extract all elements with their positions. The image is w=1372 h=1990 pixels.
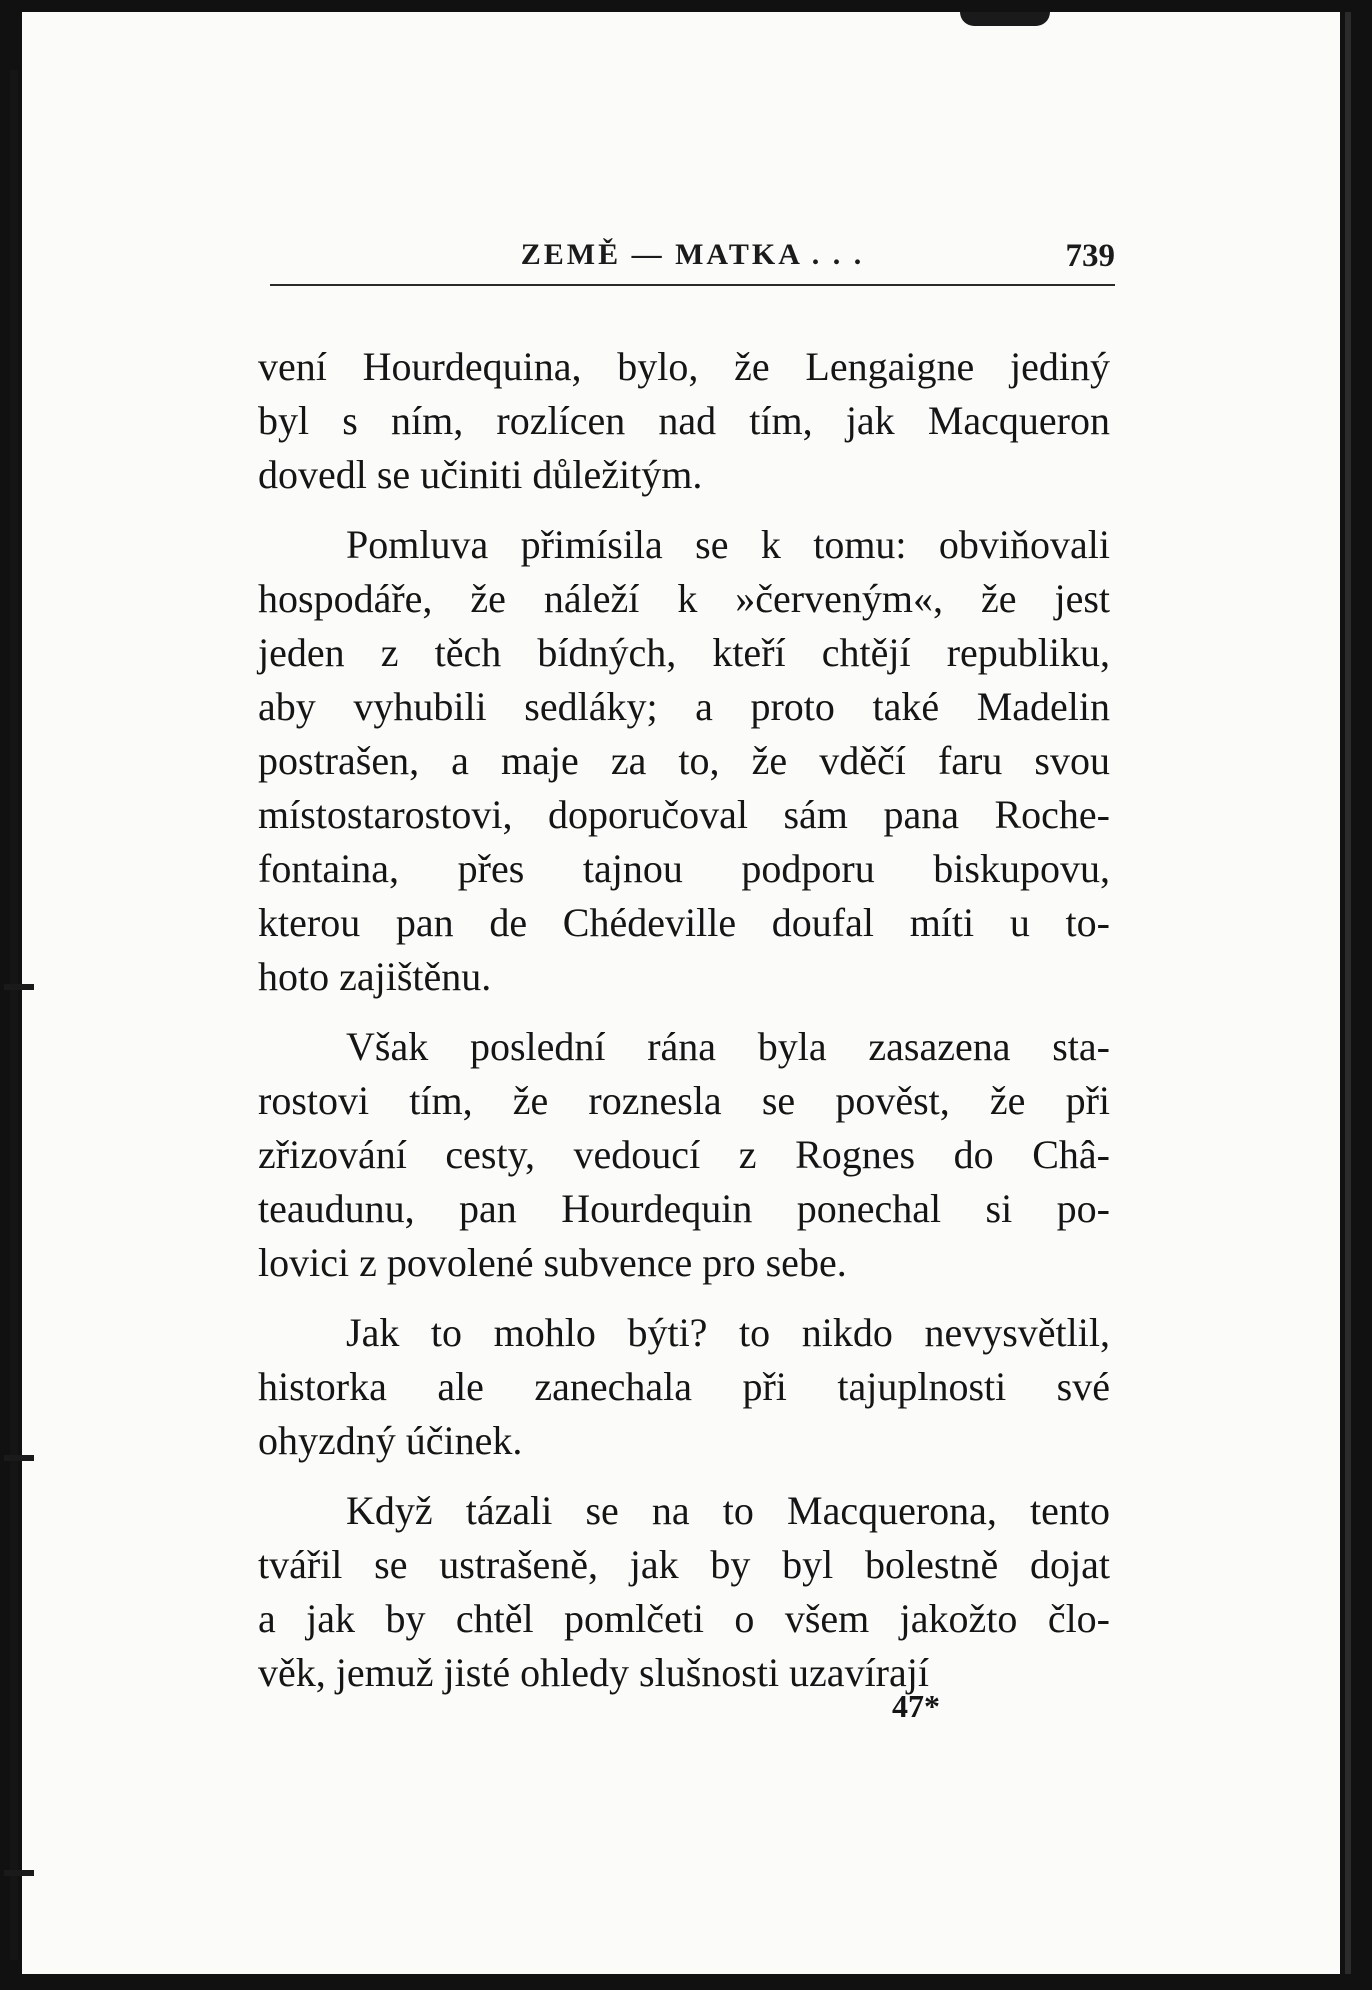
text-line: aby vyhubili sedláky; a proto také Madelin: [258, 684, 1110, 729]
text-line: jeden z těch bídných, kteří chtějí republiku,: [258, 630, 1110, 675]
text-line: rostovi tím, že roznesla se pověst, že při: [258, 1078, 1110, 1123]
text-line: a jak by chtěl pomlčeti o všem jakožto člo-: [258, 1596, 1110, 1641]
text-line: Když tázali se na to Macquerona, tento: [346, 1488, 1110, 1533]
page-number: 739: [1065, 238, 1115, 274]
text-line: fontaina, přes tajnou podporu biskupovu,: [258, 846, 1110, 891]
binding-edge-mark: [4, 984, 34, 990]
text-line: dovedl se učiniti důležitým.: [258, 452, 703, 497]
header-rule: [270, 284, 1115, 286]
text-line: historka ale zanechala při tajuplnosti své: [258, 1364, 1110, 1409]
paragraph: [258, 1484, 1110, 1700]
body-text: [258, 340, 1110, 1716]
right-edge-shadow: [1345, 12, 1351, 1974]
running-title: ZEMĚ — MATKA . . .: [520, 238, 865, 271]
paragraph: [258, 1306, 1110, 1468]
text-line: byl s ním, rozlícen nad tím, jak Macqueron: [258, 398, 1110, 443]
running-header: [270, 228, 1115, 286]
paragraph: [258, 1020, 1110, 1290]
text-line: postrašen, a maje za to, že vděčí faru svou: [258, 738, 1110, 783]
signature-mark: 47*: [892, 1688, 940, 1724]
text-line: kterou pan de Chédeville doufal míti u to-: [258, 900, 1110, 945]
text-line: Pomluva přimísila se k tomu: obviňovali: [346, 522, 1110, 567]
text-line: lovici z povolené subvence pro sebe.: [258, 1240, 847, 1285]
top-edge-shadow: [960, 12, 1050, 26]
text-line: tvářil se ustrašeně, jak by byl bolestně dojat: [258, 1542, 1110, 1587]
text-line: hospodáře, že náleží k »červeným«, že jest: [258, 576, 1110, 621]
text-line: místostarostovi, doporučoval sám pana Roche-: [258, 792, 1110, 837]
text-line: ohyzdný účinek.: [258, 1418, 523, 1463]
text-line: zřizování cesty, vedoucí z Rognes do Châ-: [258, 1132, 1110, 1177]
text-line: teaudunu, pan Hourdequin ponechal si po-: [258, 1186, 1110, 1231]
binding-edge-mark: [4, 1455, 34, 1461]
text-line: věk, jemuž jisté ohledy slušnosti uzavírají: [258, 1650, 929, 1695]
text-line: Však poslední rána byla zasazena sta-: [346, 1024, 1110, 1069]
text-line: hoto zajištěnu.: [258, 954, 492, 999]
paragraph: [258, 518, 1110, 1004]
binding-edge-mark: [4, 1870, 34, 1876]
text-line: vení Hourdequina, bylo, že Lengaigne jediný: [258, 344, 1110, 389]
text-line: Jak to mohlo býti? to nikdo nevysvětlil,: [346, 1310, 1110, 1355]
paragraph: [258, 340, 1110, 502]
binding-edge-mark: [10, 70, 18, 1960]
